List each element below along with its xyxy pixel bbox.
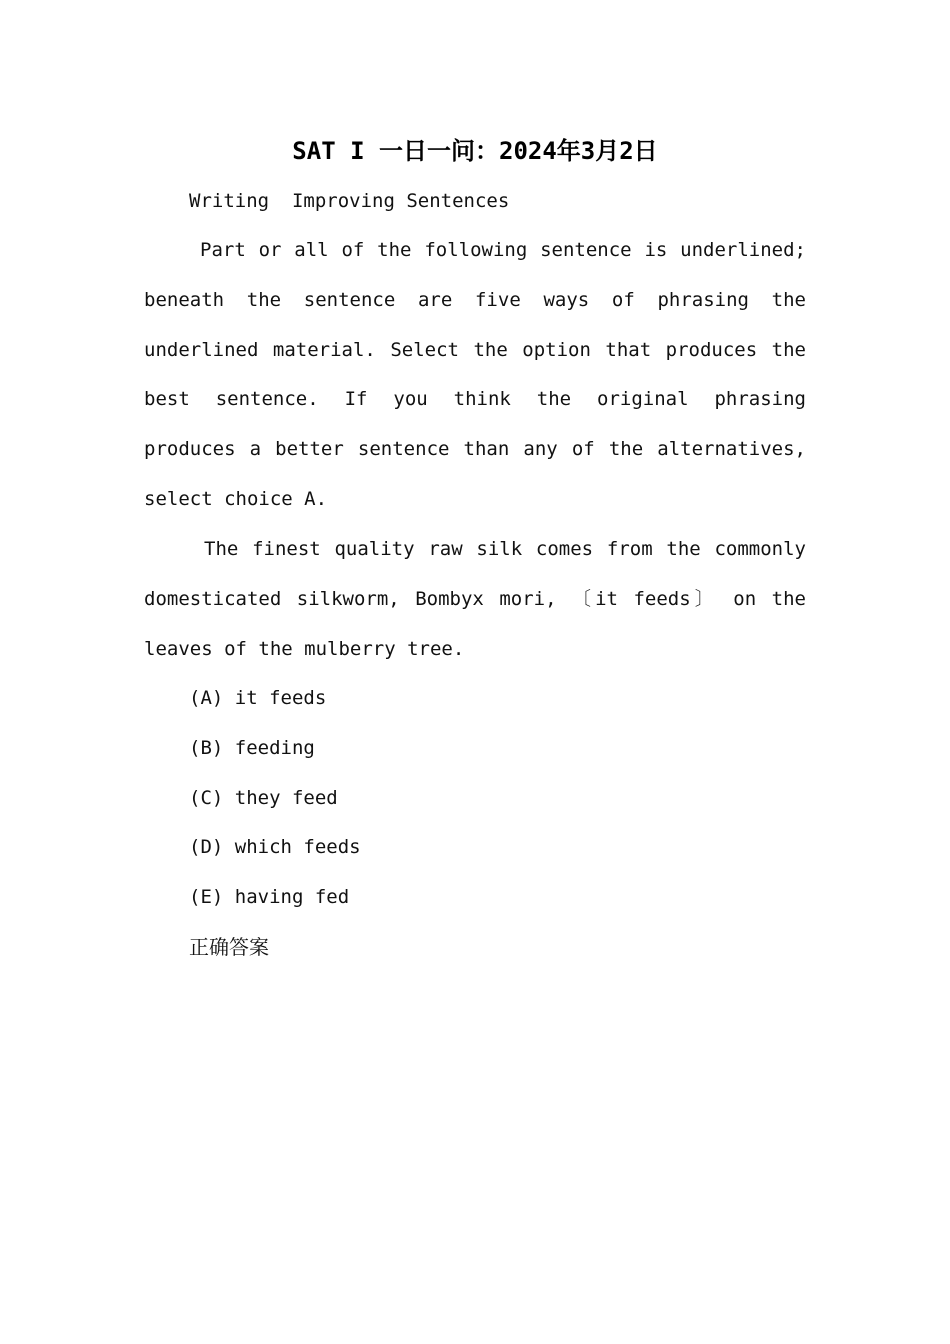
- choice-d: (D) which feeds: [189, 836, 361, 859]
- question-sentence: The finest quality raw silk comes from the commonly domesticated silkworm, Bombyx mori, 〔it feeds〕 on the leaves of the mulberry tree.: [144, 538, 806, 660]
- choice-b: (B) feeding: [189, 736, 315, 759]
- choice-c: (C) they feed: [189, 786, 338, 809]
- page-title: SAT I 一日一问：2024年3月2日: [292, 137, 658, 165]
- answer-choices-list: [189, 674, 361, 923]
- section-heading: Writing Improving Sentences: [189, 190, 510, 212]
- instructions-paragraph: Part or all of the following sentence is underlined; beneath the sentence are five ways of phrasing the underlined material. Select the option that produces the best sentence. If you think the original phrasing produces a better sentence than any of the alternatives, select choice A.: [144, 239, 806, 510]
- correct-answer-label: 正确答案: [189, 935, 269, 959]
- choice-a: (A) it feeds: [189, 687, 327, 709]
- choice-e: (E) having fed: [189, 886, 350, 909]
